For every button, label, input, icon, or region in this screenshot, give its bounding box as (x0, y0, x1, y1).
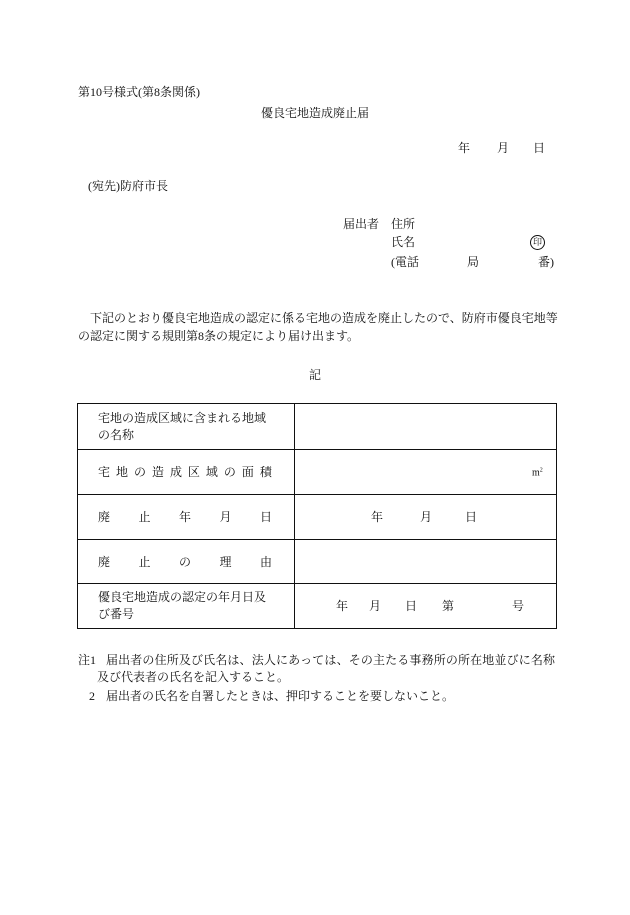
document-title: 優良宅地造成廃止届 (260, 106, 369, 120)
abolition-reason-value-cell (295, 540, 557, 584)
unit-base: m (532, 467, 540, 479)
form-number: 第10号様式(第8条関係) (78, 85, 200, 99)
note-2-marker: 2 (89, 689, 95, 703)
square-meter-unit (532, 462, 543, 481)
abolition-date-label-cell (78, 495, 295, 540)
abolition-day-label: 日 (465, 510, 478, 524)
area-name-label-line: 宅地の造成区域に含まれる地域 (98, 410, 267, 425)
ki-heading: 記 (308, 368, 321, 382)
certification-month-label: 月 (369, 599, 382, 613)
notification-table (77, 403, 557, 629)
table-row (78, 495, 557, 540)
abolition-month-label: 月 (420, 510, 433, 524)
certification-day-label: 日 (405, 599, 418, 613)
body-text-line: 下記のとおり優良宅地造成の認定に係る宅地の造成を廃止したので、防府市優良宅地等 (90, 311, 558, 325)
area-name-label-line: の名称 (98, 427, 135, 442)
note-2-line: 届出者の氏名を自署したときは、押印することを要しないこと。 (106, 689, 455, 703)
phone-label: (電話 (391, 255, 419, 269)
phone-exchange-label: 局 (467, 255, 480, 269)
abolition-date-value-cell (295, 495, 557, 540)
area-name-value-cell (295, 404, 557, 450)
note-1-marker: 注1 (78, 653, 97, 667)
table-row (78, 404, 557, 450)
certification-label-cell (78, 584, 295, 629)
seal-mark: 印 (530, 235, 545, 250)
table-row (78, 450, 557, 495)
applicant-name-label: 氏名 (391, 235, 416, 249)
table-row (78, 540, 557, 584)
phone-number-label: 番) (538, 255, 554, 269)
abolition-reason-label-cell (78, 540, 295, 584)
applicant-label: 届出者 (343, 217, 380, 231)
area-size-value-cell (295, 450, 557, 495)
abolition-reason-label: 廃 止 の 理 由 (98, 554, 272, 569)
applicant-address-label: 住所 (391, 217, 416, 231)
date-year-label: 年 (458, 141, 471, 155)
area-size-label-cell (78, 450, 295, 495)
certification-year-label: 年 (336, 599, 349, 613)
abolition-date-label: 廃 止 年 月 日 (98, 510, 272, 524)
body-text-line: の認定に関する規則第8条の規定により届け出ます。 (78, 329, 360, 343)
certification-number-prefix: 第 (442, 599, 455, 613)
unit-exponent: 2 (539, 467, 543, 474)
date-day-label: 日 (533, 141, 546, 155)
addressee: (宛先)防府市長 (88, 179, 168, 193)
area-size-label: 宅 地 の 造 成 区 域 の 面 積 (98, 465, 272, 479)
certification-label-line: び番号 (98, 607, 135, 621)
area-name-label-cell (78, 404, 295, 450)
date-month-label: 月 (497, 141, 510, 155)
note-1-line: 及び代表者の氏名を記入すること。 (97, 670, 290, 684)
abolition-year-label: 年 (371, 510, 384, 524)
table-row (78, 584, 557, 629)
certification-value-cell (295, 584, 557, 629)
certification-label-line: 優良宅地造成の認定の年月日及 (98, 590, 267, 604)
certification-number-suffix: 号 (512, 599, 525, 613)
note-1-line: 届出者の住所及び氏名は、法人にあっては、その主たる事務所の所在地並びに名称 (106, 653, 555, 667)
